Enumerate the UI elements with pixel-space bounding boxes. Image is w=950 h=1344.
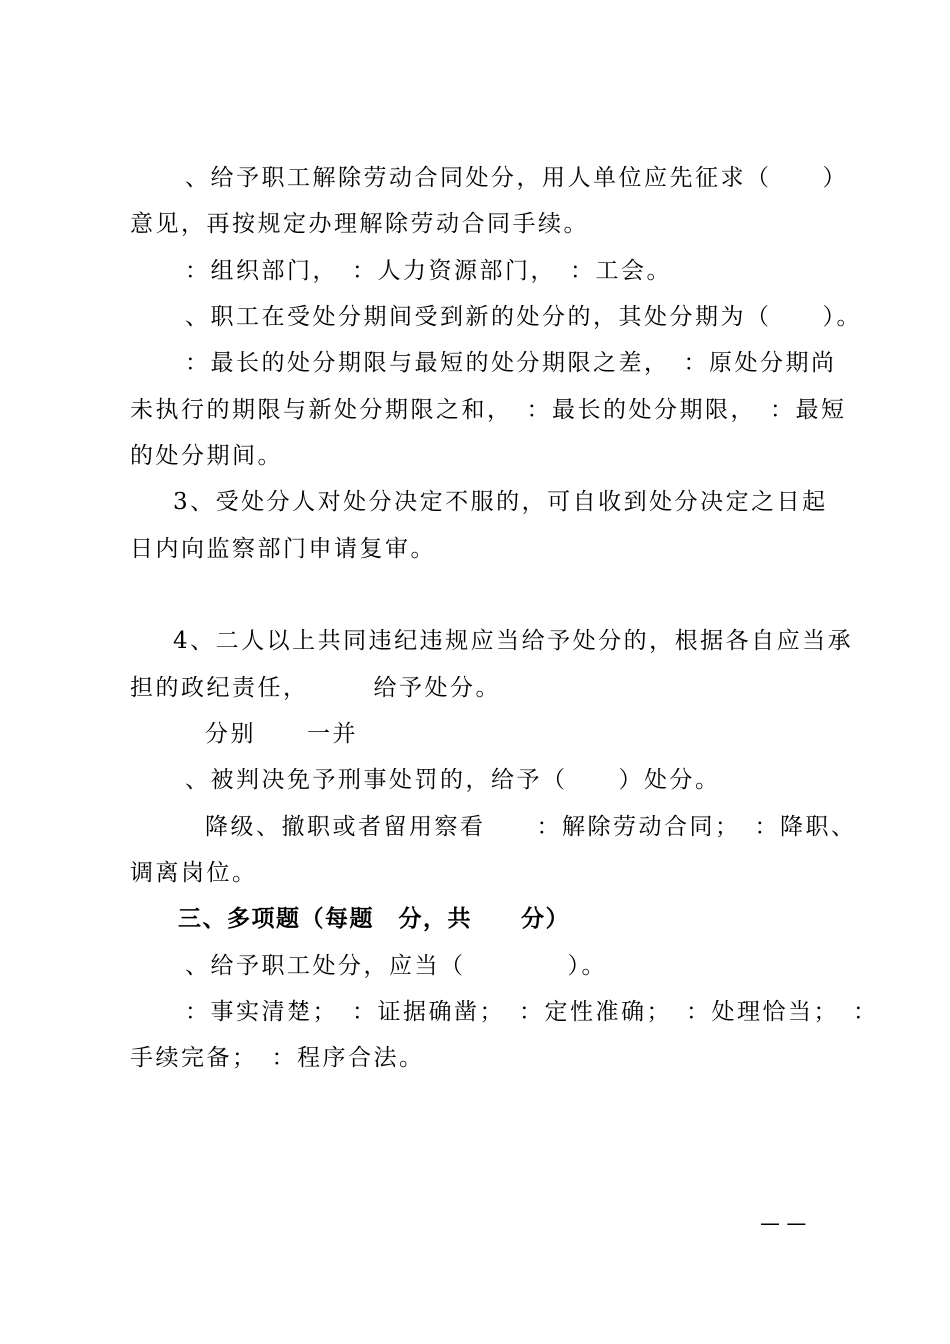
q-line-13: 、被判决免予刑事处罚的，给予（ ）处分。 (185, 767, 721, 793)
q-line-9: 日内向监察部门申请复审。 (130, 536, 436, 562)
q-line-18: ：事实清楚； ：证据确凿； ：定性准确； ：处理恰当； ： (185, 999, 879, 1025)
page-number-mark: — — (760, 1211, 807, 1235)
q-line-17: 、给予职工处分，应当（ ）。 (185, 953, 607, 979)
q-line-4: 、职工在受处分期间受到新的处分的，其处分期为（ ）。 (185, 304, 862, 330)
q-line-3: ：组织部门， ：人力资源部门， ：工会。 (185, 258, 672, 284)
section-heading: 三、多项题（每题 分，共 分） (178, 906, 570, 932)
q-line-1: 、给予职工解除劳动合同处分，用人单位应先征求（ ） (185, 165, 848, 191)
q-line-7: 的处分期间。 (130, 443, 283, 469)
q-line-19: 手续完备； ：程序合法。 (130, 1045, 425, 1071)
q-line-11: 担的政纪责任， 给予处分。 (130, 675, 501, 701)
q-line-15: 调离岗位。 (130, 860, 258, 886)
q-line-2: 意见，再按规定办理解除劳动合同手续。 (130, 211, 589, 237)
q-line-6: 未执行的期限与新处分期限之和， ：最长的处分期限， ：最短 (130, 397, 847, 423)
q-line-8: 3、受处分人对处分决定不服的，可自收到处分决定之日起 (173, 489, 828, 515)
q-line-14: 降级、撤职或者留用察看 ：解除劳动合同； ：降职、 (205, 814, 857, 840)
q-line-12: 分别 一并 (205, 721, 358, 747)
q-line-5: ：最长的处分期限与最短的处分期限之差， ：原处分期尚 (185, 350, 837, 376)
q-line-10: 4、二人以上共同违纪违规应当给予处分的，根据各自应当承 (173, 628, 854, 654)
